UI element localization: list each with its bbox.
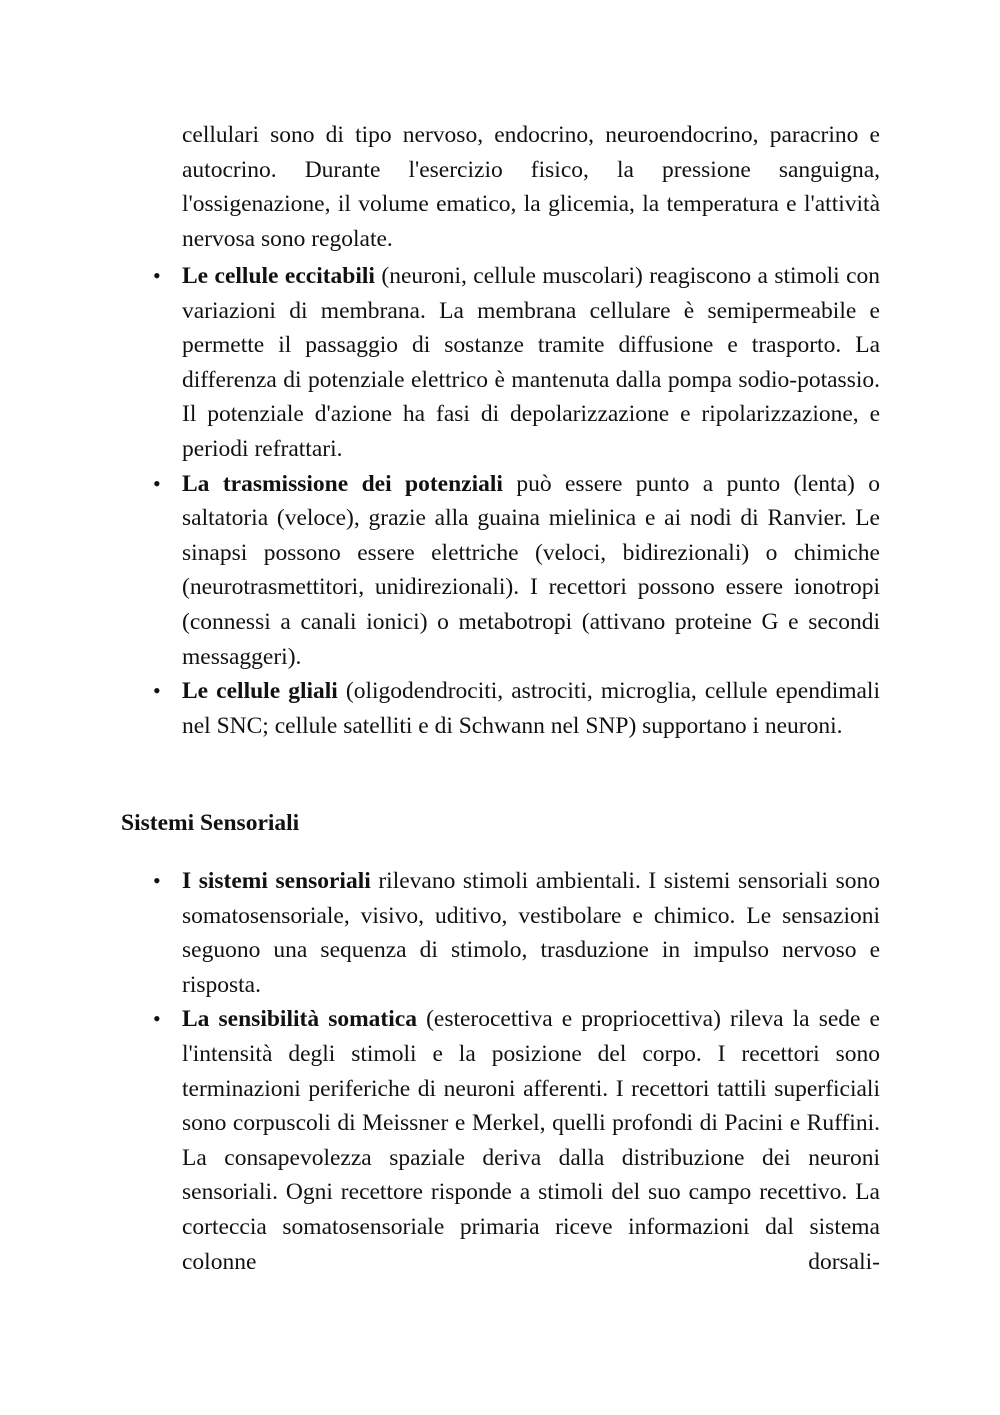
list-item-term: Le cellule gliali <box>182 678 338 705</box>
physiology-bullet-list <box>153 259 880 743</box>
bullet-icon: • <box>153 868 161 893</box>
list-item-text <box>182 674 880 743</box>
list-item <box>153 467 880 675</box>
list-item-text <box>182 467 880 675</box>
list-item-term: I sistemi sensoriali <box>182 868 371 894</box>
list-item-text <box>182 864 880 1002</box>
list-item <box>153 674 880 743</box>
list-item-body: può essere punto a punto (lenta) o saltatoria (veloce), grazie alla guaina mielinica e ai nodi di Ranvier. Le sinapsi possono essere elettriche (veloci, bidirezionali) o chimiche (neurotrasmettitori, unidirezionali). I recettori possono essere ionotropi (connessi a canali ionici) o metabotropi (attivano proteine G e secondi messaggeri). <box>182 470 880 670</box>
bullet-icon: • <box>153 1006 161 1032</box>
list-item-body: (esterocettiva e propriocettiva) rileva la sede e l'intensità degli stimoli e la posizione del corpo. I recettori sono terminazioni periferiche di neuroni afferenti. I recettori tattili superficiali sono corpuscoli di Meissner e Merkel, quelli profondi di Pacini e Ruffini. La consapevolezza spaziale deriva dalla distribuzione dei neuroni sensoriali. Ogni recettore risponde a stimoli del suo campo recettivo. La corteccia somatosensoriale primaria riceve informazioni dal sistema colonne dorsali- <box>182 1006 880 1275</box>
list-item-text <box>182 1002 880 1279</box>
list-item <box>153 1002 880 1279</box>
list-item-body: (neuroni, cellule muscolari) reagiscono a stimoli con variazioni di membrana. La membrana cellulare è semipermeabile e permette il passaggio di sostanze tramite diffusione e trasporto. La differenza di potenziale elettrico è mantenuta dalla pompa sodio-potassio. Il potenziale d'azione ha fasi di depolarizzazione e ripolarizzazione, e periodi refrattari. <box>182 263 880 462</box>
list-item-term: La trasmissione dei potenziali <box>182 470 503 497</box>
list-item-term: La sensibilità somatica <box>182 1006 417 1033</box>
bullet-icon: • <box>153 263 161 288</box>
list-item-term: Le cellule eccitabili <box>182 263 375 289</box>
list-item-body: (oligodendrociti, astrociti, microglia, cellule ependimali nel SNC; cellule satelliti e di Schwann nel SNP) supportano i neuroni. <box>182 678 880 739</box>
list-item-body: rilevano stimoli ambientali. I sistemi sensoriali sono somatosensoriale, visivo, uditivo, vestibolare e chimico. Le sensazioni seguono una sequenza di stimolo, trasduzione in impulso nervoso e risposta. <box>182 868 880 998</box>
list-item <box>153 864 880 1002</box>
section-heading: Sistemi Sensoriali <box>121 810 300 836</box>
continuation-paragraph: cellulari sono di tipo nervoso, endocrino, neuroendocrino, paracrino e autocrino. Durante l'esercizio fisico, la pressione sanguigna, l'ossigenazione, il volume ematico, la glicemia, la temperatura e l'attività nervosa sono regolate. <box>182 122 880 252</box>
list-item-text <box>182 259 880 467</box>
bullet-icon: • <box>153 678 161 704</box>
sensory-bullet-list <box>153 864 880 1279</box>
list-item <box>153 259 880 467</box>
bullet-icon: • <box>153 470 161 496</box>
